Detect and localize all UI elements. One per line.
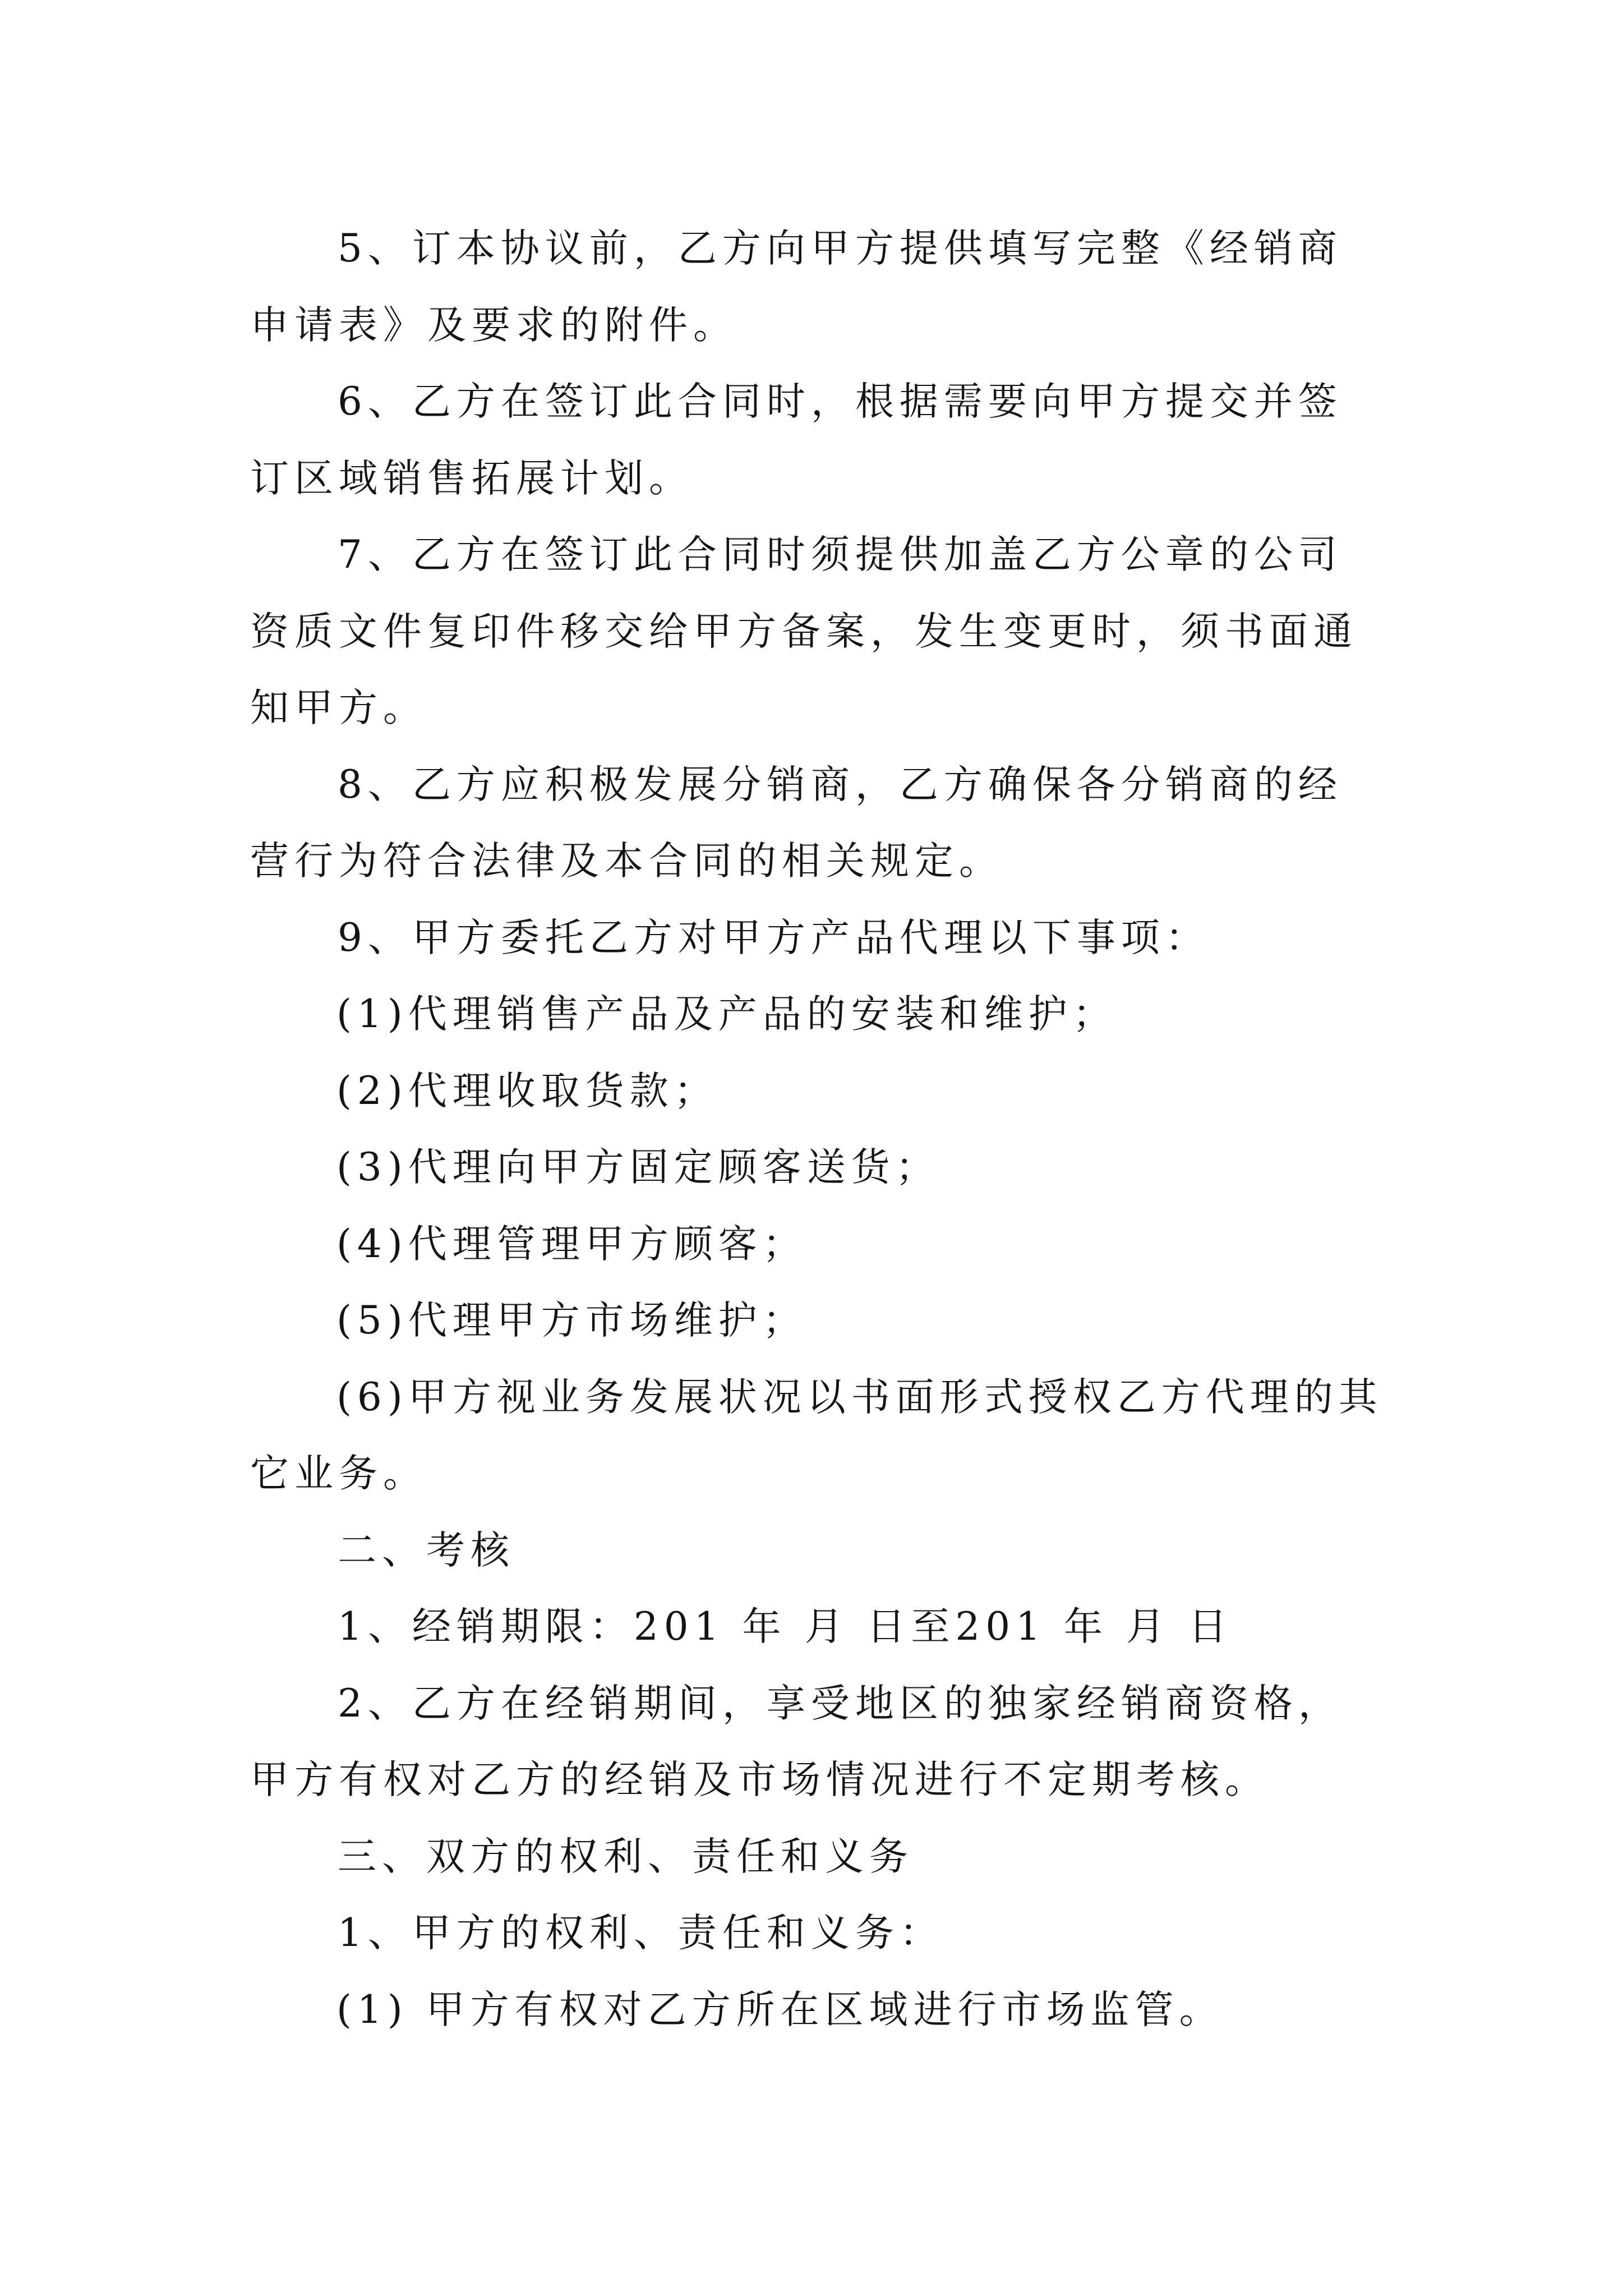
list-item-6: (6)甲方视业务发展状况以书面形式授权乙方代理的其它业务。 [250,1374,1383,1496]
paragraph-clause-7: 7、乙方在签订此合同时须提供加盖乙方公章的公司资质文件复印件移交给甲方备案，发生变更时，须书面通知甲方。 [250,532,1358,730]
paragraph-clause-5: 5、订本协议前，乙方向甲方提供填写完整《经销商申请表》及要求的附件。 [250,226,1343,348]
paragraph-clause-8: 8、乙方应积极发展分销商，乙方确保各分销商的经营行为符合法律及本合同的相关规定。 [250,762,1343,884]
paragraph-clause-9: 9、甲方委托乙方对甲方产品代理以下事项： [338,915,1210,960]
paragraph-term: 1、经销期限：201 年 月 日至201 年 月 日 [338,1604,1233,1649]
paragraph-exclusive-dealer: 2、乙方在经销期间，享受地区的独家经销商资格，甲方有权对乙方的经销及市场情况进行不定期考核。 [250,1681,1343,1802]
list-item-party-a-1: (1) 甲方有权对乙方所在区域进行市场监管。 [336,1987,1224,2032]
document-body [250,210,1383,2048]
section-heading-rights: 三、双方的权利、责任和义务 [338,1834,914,1879]
paragraph-clause-6: 6、乙方在签订此合同时，根据需要向甲方提交并签订区域销售拓展计划。 [250,379,1343,501]
list-item-2: (2)代理收取货款； [336,1068,718,1114]
list-item-3: (3)代理向甲方固定顾客送货； [336,1145,940,1190]
list-item-5: (5)代理甲方市场维护； [336,1298,807,1343]
section-heading-assessment: 二、考核 [338,1527,515,1573]
list-item-4: (4)代理管理甲方顾客； [336,1221,807,1267]
list-item-1: (1)代理销售产品及产品的安装和维护； [336,992,1117,1037]
paragraph-party-a-rights: 1、甲方的权利、责任和义务： [338,1911,944,1955]
